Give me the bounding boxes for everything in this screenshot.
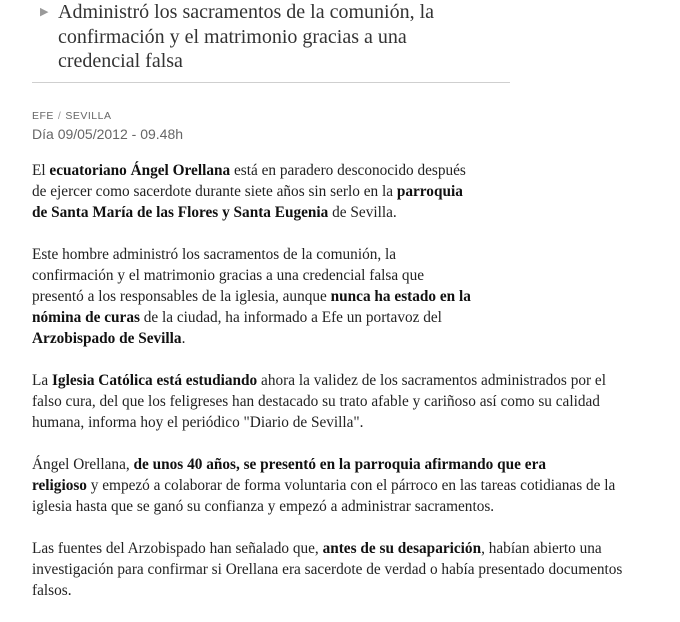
byline xyxy=(32,109,183,144)
bold-text: parroquia xyxy=(396,183,463,200)
bold-text: ecuatoriano Ángel Orellana xyxy=(49,162,231,179)
body-text: iglesia hasta que se ganó su confianza y empezó a administrar sacramentos. xyxy=(32,498,495,515)
subheadline-block xyxy=(40,0,480,74)
body-text: investigación para confirmar si Orellana era sacerdote de verdad o había presentado documentos xyxy=(32,561,623,578)
body-text: de la ciudad, ha informado a Efe un portavoz del xyxy=(139,309,442,326)
bold-text: nómina de curas xyxy=(32,309,140,326)
body-text: Las fuentes del Arzobispado han señalado que, xyxy=(32,540,323,557)
body-text: Ángel Orellana, xyxy=(32,456,134,473)
triangle-bullet-icon: ▶ xyxy=(40,5,49,18)
agency-name: EFE xyxy=(32,110,54,122)
article-paragraph xyxy=(32,244,677,349)
bold-text: nunca ha estado en la xyxy=(330,288,471,305)
subheadline: Administró los sacramentos de la comunión, la confirmación y el matrimonio gracias a una credencial falsa xyxy=(58,1,435,72)
source-line xyxy=(32,109,183,123)
publish-time: 09.48h xyxy=(140,126,184,142)
article-paragraph xyxy=(32,454,677,517)
bold-text: Arzobispado de Sevilla xyxy=(32,330,182,347)
city-name: SEVILLA xyxy=(65,110,112,122)
article-paragraph xyxy=(32,370,677,433)
date-line xyxy=(32,124,183,144)
article-paragraph xyxy=(32,538,677,601)
body-text: Este hombre administró los sacramentos de la comunión, la xyxy=(32,246,397,263)
day-label: Día xyxy=(32,126,54,142)
body-text: El xyxy=(32,162,50,179)
bold-text: antes de su desaparición xyxy=(322,540,482,557)
article-paragraph xyxy=(32,160,677,223)
body-text: falsos. xyxy=(32,582,72,599)
article-body xyxy=(32,160,677,622)
body-text: confirmación y el matrimonio gracias a una credencial falsa que xyxy=(32,267,425,284)
publish-date: 09/05/2012 xyxy=(57,126,128,142)
body-text: presentó a los responsables de la iglesia, aunque xyxy=(32,288,331,305)
body-text: , habían abierto una xyxy=(481,540,602,557)
divider xyxy=(32,82,510,83)
body-text: y empezó a colaborar de forma voluntaria con el párroco en las tareas cotidianas de la xyxy=(86,477,616,494)
date-dash: - xyxy=(131,126,137,142)
bold-text: religioso xyxy=(32,477,87,494)
body-text: humana, informa hoy el periódico "Diario de Sevilla". xyxy=(32,414,364,431)
bold-text: de unos 40 años, se presentó en la parroquia afirmando que era xyxy=(133,456,547,473)
body-text: de ejercer como sacerdote durante siete años sin serlo en la xyxy=(32,183,397,200)
body-text: ahora la validez de los sacramentos administrados por el xyxy=(257,372,606,389)
bold-text: de Santa María de las Flores y Santa Eugenia xyxy=(32,204,329,221)
body-text: está en paradero desconocido después xyxy=(230,162,466,179)
body-text: La xyxy=(32,372,52,389)
bold-text: Iglesia Católica está estudiando xyxy=(51,372,258,389)
byline-separator: / xyxy=(57,110,62,122)
body-text: falso cura, del que los feligreses han destacado su trato afable y cariñoso así como su calidad xyxy=(32,393,600,410)
body-text: . xyxy=(181,330,186,347)
body-text: de Sevilla. xyxy=(328,204,397,221)
